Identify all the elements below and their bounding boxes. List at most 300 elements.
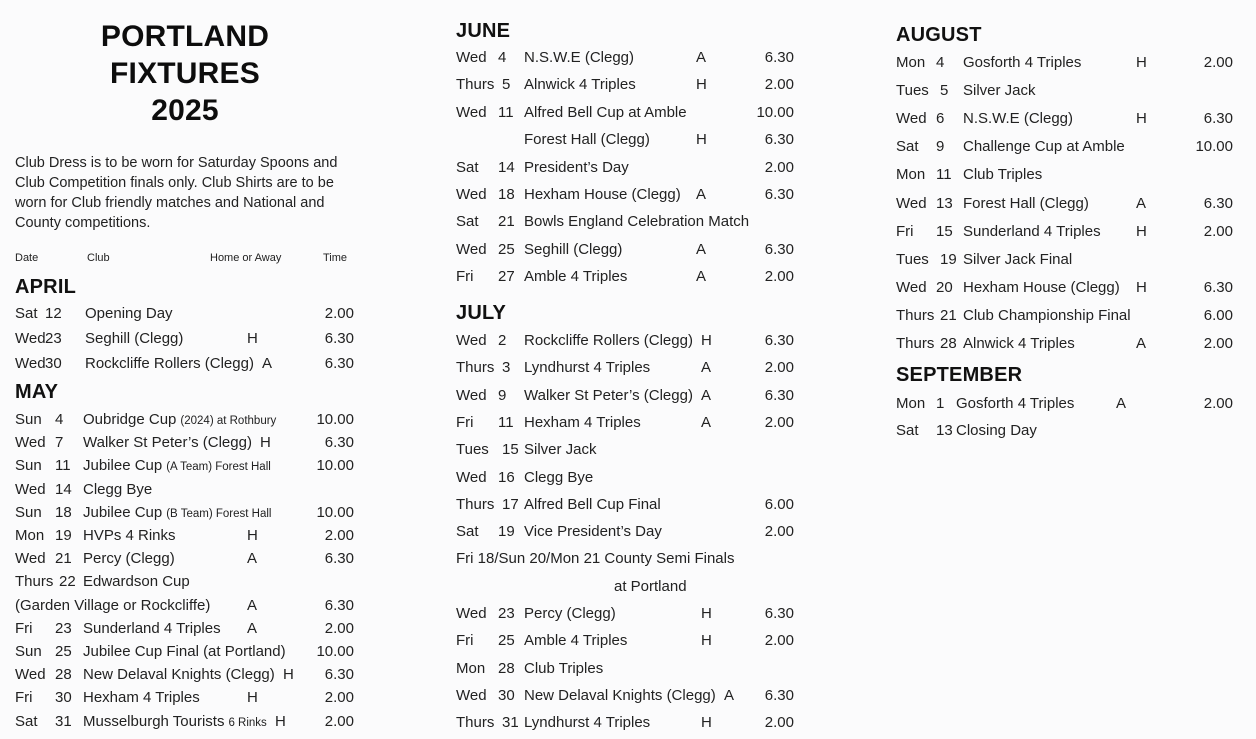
fixture-row (456, 603, 806, 625)
fixture-date: 1 (936, 395, 945, 412)
fixture-row (896, 164, 1246, 186)
fixture-row (896, 249, 1246, 271)
fixture-time: 6.30 (1203, 278, 1233, 296)
fixture-time: 2.00 (1203, 222, 1233, 240)
fixture-club (83, 641, 286, 663)
fixture-row (456, 521, 806, 543)
fixture-row (456, 467, 806, 489)
fixture-time: 6.30 (324, 355, 354, 372)
fixture-club-note: (A Team) Forest Hall (166, 461, 271, 474)
fixture-club (963, 249, 1072, 271)
fixture-row (456, 439, 806, 461)
fixture-club (524, 412, 641, 434)
fixture-home-away: A (247, 596, 258, 614)
fixture-day: Wed (896, 278, 927, 296)
fixture-home-away: H (1136, 278, 1147, 296)
fixture-club (524, 157, 629, 179)
month-heading-may: MAY (15, 381, 59, 403)
fixture-date: 7 (55, 434, 64, 452)
fixture-day: Wed (456, 186, 487, 203)
fixture-day: Fri (15, 619, 33, 637)
fixture-day: Thurs (456, 495, 495, 513)
fixture-club-name: Lyndhurst 4 Triples (524, 714, 651, 732)
fixture-date: 9 (498, 386, 507, 404)
fixture-club-name: HVPs 4 Rinks (83, 527, 176, 544)
fixture-day: Sun (15, 457, 42, 475)
fixture-day: Fri (456, 268, 474, 286)
fixture-date: 18 (498, 186, 515, 203)
fixture-time: 2.00 (324, 619, 354, 637)
month-heading-june: JUNE (456, 20, 511, 42)
fixture-club (963, 136, 1125, 158)
fixture-club (963, 277, 1120, 299)
fixture-day: Wed (456, 103, 487, 121)
fixture-date: 13 (936, 194, 953, 212)
fixture-club-name: Jubilee Cup Final (at Portland) (83, 643, 286, 660)
fixture-time: 6.30 (764, 240, 794, 258)
fixture-club-name: Edwardson Cup (83, 573, 190, 591)
fixture-club (524, 385, 693, 407)
fixture-club (83, 432, 252, 454)
fixture-club-name: Lyndhurst 4 Triples (524, 359, 651, 377)
fixture-time: 2.00 (764, 413, 794, 431)
fixture-date: 21 (498, 213, 515, 231)
fixture-club-name: New Delaval Knights (Clegg) (83, 666, 275, 684)
fixture-home-away: H (260, 434, 271, 452)
fixture-row (896, 136, 1246, 158)
fixture-day: Thurs (456, 76, 495, 94)
fixture-club (524, 266, 627, 288)
fixture-time: 10.00 (1195, 138, 1233, 156)
fixture-day: Wed (15, 355, 46, 372)
fixture-date: 30 (45, 355, 62, 372)
fixture-date: 16 (498, 468, 515, 486)
fixture-day: Thurs (15, 573, 54, 591)
fixture-club-name: President’s Day (524, 158, 629, 176)
fixture-time: 2.00 (324, 689, 354, 707)
fixture-row (456, 129, 806, 151)
fixture-row (15, 548, 365, 570)
fixture-date: 21 (940, 306, 957, 324)
page-title (0, 18, 370, 129)
fixture-time: 10.00 (756, 103, 794, 121)
fixture-time: 2.00 (764, 523, 794, 541)
fixture-club-name: Bowls England Celebration Match (524, 213, 750, 231)
fixture-row (456, 330, 806, 352)
fixture-time: 6.30 (764, 131, 794, 149)
month-heading-july: JULY (456, 302, 507, 324)
fixture-club-name: (Garden Village or Rockcliffe) (15, 596, 211, 614)
fixture-club (83, 409, 276, 432)
fixture-row (896, 80, 1246, 102)
fixture-row (896, 52, 1246, 74)
fixture-row (15, 687, 365, 709)
fixture-full-line: Fri 18/Sun 20/Mon 21 County Semi Finals (456, 550, 735, 568)
fixture-club (524, 494, 661, 516)
fixture-club (83, 455, 271, 478)
fixture-club (83, 687, 200, 709)
fixture-home-away: A (262, 355, 273, 372)
fixture-club (956, 420, 1037, 442)
fixture-date: 12 (45, 305, 62, 322)
fixture-club (524, 439, 597, 461)
fixture-time: 2.00 (324, 712, 354, 730)
fixture-row (456, 211, 806, 233)
fixture-club (524, 630, 627, 652)
fixture-date: 11 (936, 166, 952, 184)
header-date: Date (15, 252, 39, 264)
fixture-club (83, 711, 267, 734)
fixture-date: 4 (936, 54, 945, 71)
fixture-club (524, 467, 593, 489)
fixture-club-name: Clegg Bye (524, 468, 594, 486)
fixture-time: 2.00 (1203, 395, 1233, 412)
fixture-date: 20 (936, 278, 953, 296)
fixture-row (15, 641, 365, 663)
fixture-club-name: Percy (Clegg) (524, 605, 616, 622)
fixture-day: Tues (896, 82, 929, 100)
fixture-club (524, 129, 650, 151)
fixture-club-name: Sunderland 4 Triples (83, 619, 221, 637)
fixture-home-away: A (701, 359, 712, 377)
fixture-date: 23 (55, 619, 72, 637)
fixture-row (15, 595, 365, 617)
fixture-date: 4 (498, 49, 507, 66)
fixture-date: 3 (502, 359, 511, 377)
fixture-row (456, 548, 806, 570)
fixture-club-name: Forest Hall (Clegg) (963, 194, 1089, 212)
fixture-date: 30 (55, 689, 72, 707)
fixture-date: 4 (55, 411, 64, 428)
fixture-club-name: Opening Day (85, 305, 173, 322)
fixture-club-name: Hexham House (Clegg) (524, 186, 681, 203)
fixture-home-away: H (283, 666, 294, 684)
fixture-row (15, 525, 365, 547)
fixture-club (524, 685, 716, 707)
fixture-day: Sat (896, 422, 919, 439)
fixture-club (83, 571, 190, 593)
fixture-club-name: Sunderland 4 Triples (963, 222, 1101, 240)
fixture-time: 6.30 (764, 386, 794, 404)
fixture-day: Mon (896, 395, 926, 412)
fixture-home-away: H (701, 714, 712, 732)
month-heading-august: AUGUST (896, 24, 982, 46)
fixture-day: Mon (896, 166, 926, 184)
fixture-day: Wed (15, 480, 46, 498)
fixture-day: Sat (15, 712, 38, 730)
fixture-row (456, 102, 806, 124)
fixture-time: 2.00 (764, 268, 794, 286)
fixture-date: 17 (502, 495, 519, 513)
fixture-home-away: A (696, 240, 707, 258)
fixture-time: 2.00 (1203, 335, 1233, 352)
fixture-date: 31 (502, 714, 519, 732)
fixture-date: 14 (55, 480, 72, 498)
fixture-row (15, 664, 365, 686)
fixture-club-name: Club Triples (524, 659, 604, 677)
fixture-row (456, 576, 806, 598)
month-heading-september: SEPTEMBER (896, 364, 1023, 386)
fixture-club-name: Hexham House (Clegg) (963, 278, 1120, 296)
fixture-club-note: 6 Rinks (228, 716, 267, 729)
fixture-date: 30 (498, 686, 515, 704)
title-line-3: 2025 (151, 94, 219, 127)
fixture-time: 6.30 (1203, 194, 1233, 212)
fixture-day: Wed (456, 49, 487, 66)
fixture-day: Fri (456, 632, 474, 650)
fixture-day: Wed (456, 332, 487, 349)
fixture-time: 6.00 (1203, 306, 1233, 324)
fixture-home-away: H (247, 527, 258, 544)
fixture-date: 25 (498, 240, 515, 258)
fixture-club (83, 618, 221, 640)
fixture-day: Wed (456, 605, 487, 622)
fixture-club-name: Silver Jack Final (963, 250, 1073, 268)
fixture-time: 6.30 (324, 434, 354, 452)
fixture-time: 2.00 (764, 632, 794, 650)
fixture-club-name: Clegg Bye (83, 480, 153, 498)
fixture-row (456, 357, 806, 379)
fixture-home-away: H (1136, 110, 1147, 128)
fixture-day: Sat (456, 213, 479, 231)
fixture-time: 2.00 (764, 359, 794, 377)
fixture-club-name: Gosforth 4 Triples (956, 395, 1075, 412)
fixture-day: Sat (456, 523, 479, 541)
fixture-date: 28 (55, 666, 72, 684)
fixture-row (15, 303, 365, 325)
fixture-date: 19 (498, 523, 515, 541)
fixture-home-away: A (724, 686, 735, 704)
fixture-row (896, 305, 1246, 327)
fixture-club-note: (B Team) Forest Hall (166, 507, 272, 520)
fixture-club-name: Club Triples (963, 166, 1043, 184)
fixture-time: 2.00 (764, 158, 794, 176)
fixture-day: Wed (15, 330, 46, 347)
fixture-row (15, 409, 365, 431)
fixture-row (896, 393, 1246, 415)
fixture-time: 6.30 (764, 186, 794, 203)
fixture-home-away: A (696, 186, 707, 203)
fixture-time: 6.30 (324, 596, 354, 614)
fixture-club (85, 353, 254, 375)
fixture-club-name: Percy (Clegg) (83, 550, 175, 568)
fixture-home-away: H (247, 330, 258, 347)
fixture-club-name: Seghill (Clegg) (524, 240, 623, 258)
fixture-time: 10.00 (316, 411, 354, 428)
fixture-date: 31 (55, 712, 72, 730)
fixture-club-name: Rockcliffe Rollers (Clegg) (524, 332, 693, 349)
fixture-home-away: A (1136, 194, 1147, 212)
fixture-club (963, 108, 1073, 130)
fixture-home-away: A (1136, 335, 1147, 352)
fixture-date: 11 (498, 413, 514, 431)
fixture-club (83, 502, 271, 525)
fixture-date: 28 (498, 659, 515, 677)
fixture-club-name: Vice President’s Day (524, 523, 662, 541)
fixture-club (85, 328, 183, 350)
month-heading-april: APRIL (15, 276, 76, 298)
fixture-row (456, 412, 806, 434)
fixture-club-name: Closing Day (956, 422, 1037, 439)
fixture-date: 11 (498, 103, 514, 121)
fixture-date: 22 (59, 573, 76, 591)
fixture-day: Sun (15, 503, 42, 521)
fixture-club (524, 211, 749, 233)
fixture-row (456, 712, 806, 734)
fixture-club-name: N.S.W.E (Clegg) (524, 49, 635, 66)
fixture-day: Thurs (456, 714, 495, 732)
fixture-row (15, 618, 365, 640)
fixture-date: 27 (498, 268, 515, 286)
fixture-row (456, 266, 806, 288)
fixture-day: Mon (896, 54, 926, 71)
fixture-date: 25 (55, 643, 72, 660)
fixture-club (963, 52, 1081, 74)
club-dress-note: Club Dress is to be worn for Saturday Spoons and Club Competition finals only. Club Shirts are to be worn for Club friendly matches and National and County competitions. (15, 155, 338, 231)
fixture-club-name: Walker St Peter’s (Clegg) (83, 434, 252, 452)
fixture-date: 23 (45, 330, 62, 347)
fixture-club (956, 393, 1074, 415)
fixture-time: 6.30 (764, 686, 794, 704)
fixture-home-away: H (701, 632, 712, 650)
fixture-home-away: H (1136, 54, 1147, 71)
fixture-club-note: (2024) at Rothbury (180, 415, 277, 427)
fixture-club (524, 74, 636, 96)
fixture-row (15, 571, 365, 593)
fixture-time: 6.00 (764, 495, 794, 513)
fixture-home-away: A (701, 413, 712, 431)
fixture-club (963, 80, 1036, 102)
fixture-row (456, 47, 806, 69)
fixture-row (456, 74, 806, 96)
fixture-club-name: Gosforth 4 Triples (963, 54, 1082, 71)
fixture-day: Thurs (896, 335, 935, 352)
fixture-time: 6.30 (764, 605, 794, 622)
fixture-home-away: A (696, 49, 707, 66)
fixture-club-name: Jubilee Cup (83, 457, 163, 475)
fixture-club (85, 303, 173, 325)
fixture-club-name: Jubilee Cup (83, 503, 163, 521)
fixture-date: 15 (502, 441, 519, 459)
fixture-time: 6.30 (324, 550, 354, 568)
fixture-row (15, 455, 365, 477)
fixture-club-name: Walker St Peter’s (Clegg) (524, 386, 693, 404)
fixture-club (524, 102, 687, 124)
fixture-row (15, 502, 365, 524)
fixture-time: 2.00 (764, 76, 794, 94)
fixture-club-name: Hexham 4 Triples (524, 413, 641, 431)
fixture-row (896, 277, 1246, 299)
fixture-club-name: Challenge Cup at Amble (963, 138, 1125, 156)
fixture-row (456, 685, 806, 707)
fixture-row (15, 711, 365, 733)
fixture-club (83, 479, 152, 501)
fixture-home-away: H (1136, 222, 1147, 240)
fixture-day: Thurs (896, 306, 935, 324)
column-headers (15, 252, 355, 268)
fixture-club (83, 664, 275, 686)
fixture-home-away: A (247, 550, 258, 568)
fixture-home-away: H (696, 131, 707, 149)
fixture-date: 19 (940, 250, 957, 268)
fixture-row (456, 239, 806, 261)
fixture-date: 15 (936, 222, 953, 240)
fixture-day: Thurs (456, 359, 495, 377)
fixture-date: 13 (936, 422, 953, 439)
fixture-row (456, 658, 806, 680)
fixture-time: 2.00 (1203, 54, 1233, 71)
fixture-day: Mon (456, 659, 486, 677)
fixture-home-away: H (701, 605, 712, 622)
fixture-club-name: Silver Jack (524, 441, 597, 459)
fixture-day: Sat (896, 138, 919, 156)
fixture-home-away: A (701, 386, 712, 404)
fixture-club-name: New Delaval Knights (Clegg) (524, 686, 716, 704)
fixture-day: Wed (15, 550, 46, 568)
fixture-club-name: Oubridge Cup (83, 411, 177, 428)
fixture-club (524, 521, 662, 543)
fixture-club (963, 221, 1101, 243)
fixture-time: 6.30 (324, 666, 354, 684)
fixture-club (963, 164, 1042, 186)
fixture-date: 25 (498, 632, 515, 650)
header-home-or-away: Home or Away (210, 252, 282, 264)
fixture-club (83, 525, 176, 547)
fixture-club (524, 47, 634, 69)
fixture-club (524, 239, 622, 261)
fixture-day: Sat (456, 158, 479, 176)
fixture-day: Fri (15, 689, 33, 707)
fixture-home-away: A (1116, 395, 1127, 412)
title-line-1: PORTLAND (100, 20, 270, 53)
fixture-time: 2.00 (324, 527, 354, 544)
fixture-row (896, 420, 1246, 442)
fixture-day: Wed (456, 468, 487, 486)
fixture-date: 5 (502, 76, 511, 94)
fixture-club-name: Club Championship Final (963, 306, 1131, 324)
fixture-club (963, 193, 1089, 215)
fixture-date: 23 (498, 605, 515, 622)
fixture-row (456, 385, 806, 407)
fixture-day: Tues (456, 441, 489, 459)
fixture-date: 18 (55, 503, 72, 521)
fixture-time: 10.00 (316, 503, 354, 521)
fixture-day: Sun (15, 643, 42, 660)
fixture-home-away: H (701, 332, 712, 349)
fixture-row (456, 494, 806, 516)
fixture-club (15, 595, 210, 617)
fixture-day: Wed (15, 666, 46, 684)
fixture-club-name: Alfred Bell Cup at Amble (524, 103, 687, 121)
fixture-time: 6.30 (1203, 110, 1233, 128)
fixture-row (15, 328, 365, 350)
fixture-club (524, 330, 693, 352)
fixture-row (15, 432, 365, 454)
fixture-date: 21 (55, 550, 72, 568)
fixture-club-name: Alfred Bell Cup Final (524, 495, 661, 513)
fixture-date: 2 (498, 332, 507, 349)
fixture-club (963, 305, 1131, 327)
fixture-club (524, 658, 603, 680)
header-time: Time (323, 252, 348, 264)
fixture-club-name: N.S.W.E (Clegg) (963, 110, 1074, 128)
fixture-date: 28 (940, 335, 957, 352)
title-line-2: FIXTURES (110, 57, 260, 90)
header-club: Club (87, 252, 110, 264)
fixture-row (456, 184, 806, 206)
fixture-day: Fri (456, 413, 474, 431)
fixture-row (896, 108, 1246, 130)
